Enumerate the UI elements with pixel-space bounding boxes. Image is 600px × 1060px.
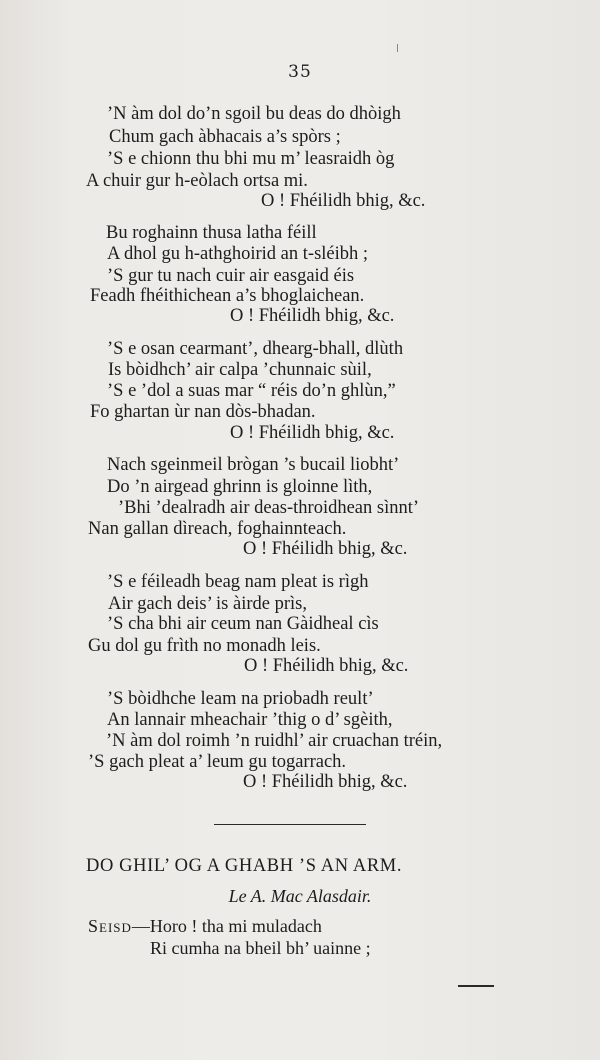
seisd-text: —Horo ! tha mi muladach bbox=[131, 916, 322, 936]
verse-line: Chum gach àbhacais a’s spòrs ; bbox=[109, 127, 341, 147]
verse-line: Gu dol gu frìth no monadh leis. bbox=[88, 636, 321, 656]
verse-line: An lannair mheachair ’thig o d’ sgèith, bbox=[107, 710, 393, 730]
section-divider bbox=[214, 824, 366, 825]
verse-line: ’Bhi ’dealradh air deas-throidhean sìnnt’ bbox=[118, 498, 420, 518]
verse-line: Bu roghainn thusa latha féill bbox=[106, 223, 317, 243]
seisd-first-line bbox=[88, 916, 322, 937]
verse-line: Nach sgeinmeil brògan ’s bucail liobht’ bbox=[107, 455, 400, 475]
verse-line: ’S e ’dol a suas mar “ réis do’n ghlùn,” bbox=[107, 381, 396, 401]
chorus-line: O ! Fhéilidh bhig, &c. bbox=[230, 423, 395, 443]
verse-line: Nan gallan dìreach, foghainnteach. bbox=[88, 519, 347, 539]
page-number: 35 bbox=[288, 62, 312, 82]
verse-line: Is bòidhch’ air calpa ’chunnaic sùil, bbox=[108, 360, 372, 380]
verse-line: A dhol gu h-athghoirid an t-sléibh ; bbox=[107, 244, 369, 264]
verse-line: Fo ghartan ùr nan dòs-bhadan. bbox=[90, 402, 316, 422]
printer-mark bbox=[458, 985, 494, 987]
verse-line: ’N àm dol do’n sgoil bu deas do dhòigh bbox=[107, 104, 401, 124]
verse-line: ’S gur tu nach cuir air easgaid éis bbox=[107, 266, 355, 286]
verse-line: Do ’n airgead ghrinn is gloinne lìth, bbox=[107, 477, 373, 497]
verse-line: A chuir gur h-eòlach ortsa mi. bbox=[86, 171, 308, 191]
seisd-second-line: Ri cumha na bheil bh’ uainne ; bbox=[150, 938, 371, 958]
verse-line: Air gach deis’ is àirde prìs, bbox=[108, 594, 307, 614]
chorus-line: O ! Fhéilidh bhig, &c. bbox=[244, 656, 409, 676]
verse-line: ’S bòidhche leam na priobadh reult’ bbox=[107, 689, 374, 709]
chorus-line: O ! Fhéilidh bhig, &c. bbox=[243, 539, 408, 559]
chorus-line: O ! Fhéilidh bhig, &c. bbox=[243, 772, 408, 792]
chorus-line: O ! Fhéilidh bhig, &c. bbox=[261, 191, 426, 211]
verse-line: ’S e chionn thu bhi mu m’ leasraidh òg bbox=[107, 149, 395, 169]
page-speck bbox=[397, 44, 398, 52]
verse-line: ’S e féileadh beag nam pleat is rìgh bbox=[107, 572, 369, 592]
verse-line: ’S e osan cearmant’, dhearg-bhall, dlùth bbox=[107, 339, 404, 359]
verse-line: ’S cha bhi air ceum nan Gàidheal cìs bbox=[107, 614, 379, 634]
seisd-label: Seisd bbox=[88, 916, 132, 936]
song-author: Le A. Mac Alasdair. bbox=[228, 886, 372, 906]
song-title: DO GHIL’ OG A GHABH ’S AN ARM. bbox=[86, 856, 403, 876]
chorus-line: O ! Fhéilidh bhig, &c. bbox=[230, 306, 395, 326]
verse-line: ’N àm dol roimh ’n ruidhl’ air cruachan tréin, bbox=[106, 731, 443, 751]
verse-line: Feadh fhéithichean a’s bhoglaichean. bbox=[90, 286, 365, 306]
verse-line: ’S gach pleat a’ leum gu togarrach. bbox=[88, 752, 347, 772]
